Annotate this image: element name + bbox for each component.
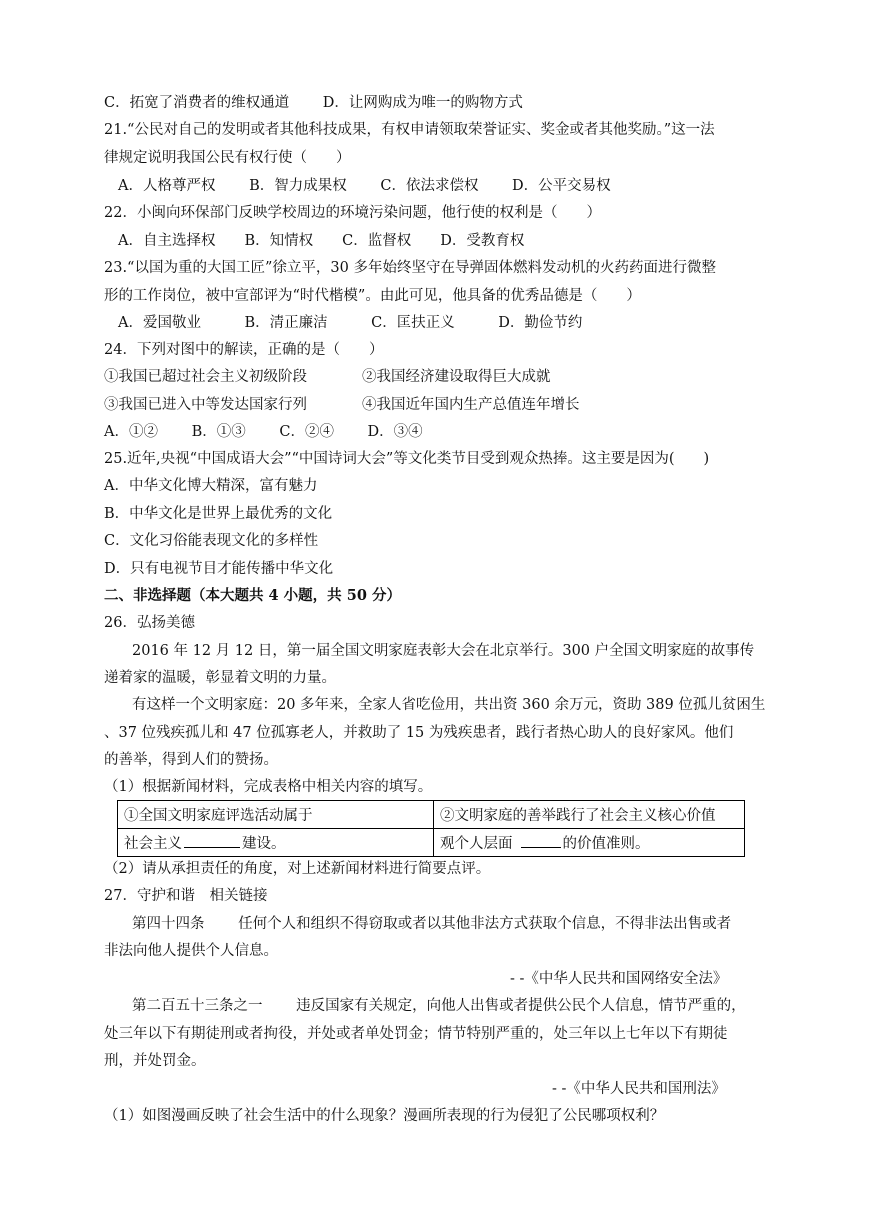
q25-option-d: D．只有电视节目才能传播中华文化: [104, 561, 334, 577]
law2-line1: 第二百五十三条之一 违反国家有关规定，向他人出售或者提供公民个人信息，情节严重的，: [132, 998, 746, 1014]
section-2-heading: 二、非选择题（本大题共 4 小题，共 50 分）: [104, 587, 401, 604]
q26-para2-line1: 有这样一个文明家庭：20 多年来，全家人省吃俭用，共出资 360 余万元，资助 389 位孤儿贫困生: [132, 697, 766, 713]
table-cell: [118, 829, 434, 857]
q25-option-c: C．文化习俗能表现文化的多样性: [104, 533, 319, 549]
q21-stem-line2: 律规定说明我国公民有权行使（ ）: [104, 150, 351, 166]
cell-text: 观个人层面: [440, 836, 513, 852]
law1-line1: 第四十四条 任何个人和组织不得窃取或者以其他非法方式获取个信息，不得非法出售或者: [132, 916, 732, 932]
q24-statement-1: ①我国已超过社会主义初级阶段: [104, 369, 307, 385]
q26-para1-line2: 递着家的温暖，彰显着文明的力量。: [104, 670, 336, 686]
fill-in-table: [117, 800, 745, 857]
q27-title: 27．守护和谐 相关链接: [104, 888, 268, 904]
q26-title: 26．弘扬美德: [104, 615, 195, 631]
q23-stem-line2: 形的工作岗位，被中宣部评为“时代楷模”。由此可见，他具备的优秀品德是（ ）: [104, 288, 641, 304]
answer-blank[interactable]: [521, 834, 561, 848]
q22-options: A．自主选择权 B．知情权 C．监督权 D．受教育权: [118, 233, 525, 249]
table-cell: ②文明家庭的善举践行了社会主义核心价值: [434, 801, 745, 829]
q20-options-cd: C．拓宽了消费者的维权通道 D．让网购成为唯一的购物方式: [104, 95, 523, 111]
table-cell: [434, 829, 745, 857]
q25-option-a: A．中华文化博大精深，富有魅力: [104, 478, 318, 494]
q22-stem: 22．小闽向环保部门反映学校周边的环境污染问题，他行使的权利是（ ）: [104, 205, 601, 221]
law2-line3: 刑，并处罚金。: [104, 1053, 206, 1069]
q21-options: A．人格尊严权 B．智力成果权 C．依法求偿权 D．公平交易权: [118, 178, 611, 194]
q26-sub2: （2）请从承担责任的角度，对上述新闻材料进行简要点评。: [104, 861, 491, 877]
q23-stem-line1: 23.“以国为重的大国工匠”徐立平，30 多年始终坚守在导弹固体燃料发动机的火药药面进行微整: [104, 260, 716, 276]
cell-text: 的价值准则。: [562, 836, 650, 852]
q24-statement-3: ③我国已进入中等发达国家行列: [104, 397, 307, 413]
q26-para1-line1: 2016 年 12 月 12 日，第一届全国文明家庭表彰大会在北京举行。300 户全国文明家庭的故事传: [132, 643, 755, 659]
law2-line2: 处三年以下有期徒刑或者拘役，并处或者单处罚金；情节特别严重的，处三年以上七年以下有期徒: [104, 1026, 728, 1042]
table-cell: ①全国文明家庭评选活动属于: [118, 801, 434, 829]
q25-stem: 25.近年,央视“中国成语大会”“中国诗词大会”等文化类节目受到观众热捧。这主要是因为( ): [104, 451, 710, 467]
law2-source: - -《中华人民共和国刑法》: [552, 1081, 726, 1097]
q26-para2-line2: 、37 位残疾孤儿和 47 位孤寡老人，并救助了 15 为残疾患者，践行者热心助人的良好家风。他们: [104, 725, 734, 741]
q24-statement-2: ②我国经济建设取得巨大成就: [362, 369, 551, 385]
table-row: [118, 801, 745, 829]
q26-para2-line3: 的善举，得到人们的赞扬。: [104, 752, 278, 768]
answer-blank[interactable]: [184, 834, 240, 848]
cell-text: 建设。: [242, 836, 286, 852]
q27-sub1: （1）如图漫画反映了社会生活中的什么现象？漫画所表现的行为侵犯了公民哪项权利？: [104, 1108, 665, 1124]
q21-stem-line1: 21.“公民对自己的发明或者其他科技成果，有权申请领取荣誉证实、奖金或者其他奖励。”这一法: [104, 122, 715, 138]
q23-options: A．爱国敬业 B．清正廉洁 C．匡扶正义 D．勤俭节约: [118, 315, 583, 331]
q24-statement-4: ④我国近年国内生产总值连年增长: [362, 397, 580, 413]
law1-source: - -《中华人民共和国网络安全法》: [510, 971, 728, 987]
law1-line2: 非法向他人提供个人信息。: [104, 943, 278, 959]
q24-stem: 24．下列对图中的解读，正确的是（ ）: [104, 342, 384, 358]
q25-option-b: B．中华文化是世界上最优秀的文化: [104, 506, 333, 522]
table-row: [118, 829, 745, 857]
cell-text: 社会主义: [124, 836, 182, 852]
q24-options: A．①② B．①③ C．②④ D．③④: [104, 424, 423, 440]
q26-sub1: （1）根据新闻材料，完成表格中相关内容的填写。: [104, 779, 433, 795]
